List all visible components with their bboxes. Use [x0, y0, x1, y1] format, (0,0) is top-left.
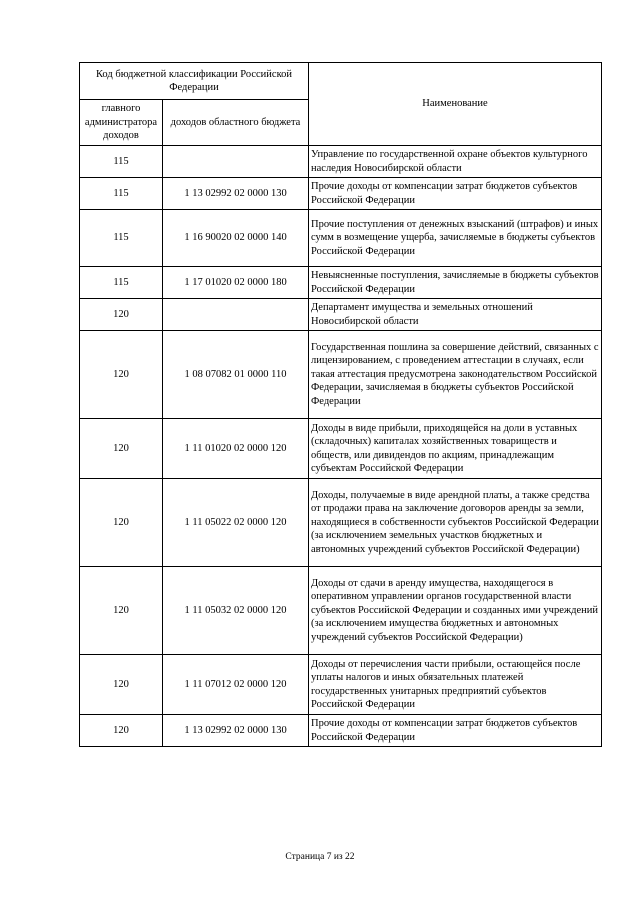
name-cell: Государственная пошлина за совершение действий, связанных с лицензированием, с проведением аттестации в случаях, если такая аттестация предусмотрена законодательством Российской Федерации, зачисляемая в бюджеты субъектов Российской Федерации — [309, 331, 602, 419]
admin-code-cell: 115 — [80, 146, 163, 178]
admin-code-cell: 115 — [80, 210, 163, 267]
income-code-cell: 1 08 07082 01 0000 110 — [163, 331, 309, 419]
name-cell: Департамент имущества и земельных отношений Новосибирской области — [309, 299, 602, 331]
page-number: Страница 7 из 22 — [285, 852, 355, 862]
header-name: Наименование — [309, 63, 602, 146]
header-admin: главного администратора доходов — [80, 100, 163, 146]
department-row — [80, 299, 602, 331]
name-cell: Прочие поступления от денежных взысканий (штрафов) и иных сумм в возмещение ущерба, зачисляемые в бюджеты субъектов Российской Федерации — [309, 210, 602, 267]
name-cell: Невыясненные поступления, зачисляемые в бюджеты субъектов Российской Федерации — [309, 267, 602, 299]
table-row — [80, 479, 602, 567]
income-code-cell: 1 13 02992 02 0000 130 — [163, 715, 309, 747]
income-code-cell: 1 16 90020 02 0000 140 — [163, 210, 309, 267]
name-cell: Управление по государственной охране объектов культурного наследия Новосибирской области — [309, 146, 602, 178]
admin-code-cell: 120 — [80, 655, 163, 715]
table-row — [80, 210, 602, 267]
income-code-cell: 1 11 05032 02 0000 120 — [163, 567, 309, 655]
table-row — [80, 267, 602, 299]
admin-code-cell: 120 — [80, 331, 163, 419]
admin-code-cell: 120 — [80, 419, 163, 479]
admin-code-cell: 120 — [80, 715, 163, 747]
admin-code-cell: 115 — [80, 178, 163, 210]
header-kbk: Код бюджетной классификации Российской Федерации — [80, 63, 309, 100]
table-row — [80, 419, 602, 479]
table-row — [80, 567, 602, 655]
income-code-cell: 1 17 01020 02 0000 180 — [163, 267, 309, 299]
table-row — [80, 715, 602, 747]
name-cell: Доходы в виде прибыли, приходящейся на доли в уставных (складочных) капиталах хозяйственных товариществ и обществ, или дивидендов по акциям, принадлежащим субъектам Российской Федерации — [309, 419, 602, 479]
income-code-cell: 1 11 01020 02 0000 120 — [163, 419, 309, 479]
admin-code-cell: 115 — [80, 267, 163, 299]
income-code-cell: 1 13 02992 02 0000 130 — [163, 178, 309, 210]
name-cell: Доходы от перечисления части прибыли, остающейся после уплаты налогов и иных обязательных платежей государственных унитарных предприятий субъектов Российской Федерации — [309, 655, 602, 715]
header-income: доходов областного бюджета — [163, 100, 309, 146]
table-row — [80, 331, 602, 419]
name-cell: Прочие доходы от компенсации затрат бюджетов субъектов Российской Федерации — [309, 178, 602, 210]
budget-classification-table — [79, 62, 602, 747]
income-code-cell: 1 11 07012 02 0000 120 — [163, 655, 309, 715]
income-code-cell — [163, 299, 309, 331]
name-cell: Прочие доходы от компенсации затрат бюджетов субъектов Российской Федерации — [309, 715, 602, 747]
admin-code-cell: 120 — [80, 479, 163, 567]
admin-code-cell: 120 — [80, 299, 163, 331]
name-cell: Доходы, получаемые в виде арендной платы, а также средства от продажи права на заключение договоров аренды за земли, находящиеся в собственности субъектов Российской Федерации (за исключением земельных участков бюджетных и автономных учреждений субъектов Российской Федерации) — [309, 479, 602, 567]
table-row — [80, 655, 602, 715]
income-code-cell — [163, 146, 309, 178]
name-cell: Доходы от сдачи в аренду имущества, находящегося в оперативном управлении органов государственной власти субъектов Российской Федерации и созданных ими учреждений (за исключением имущества бюджетных и автономных учреждений субъектов Российской Федерации) — [309, 567, 602, 655]
table-row — [80, 178, 602, 210]
income-code-cell: 1 11 05022 02 0000 120 — [163, 479, 309, 567]
department-row — [80, 146, 602, 178]
admin-code-cell: 120 — [80, 567, 163, 655]
